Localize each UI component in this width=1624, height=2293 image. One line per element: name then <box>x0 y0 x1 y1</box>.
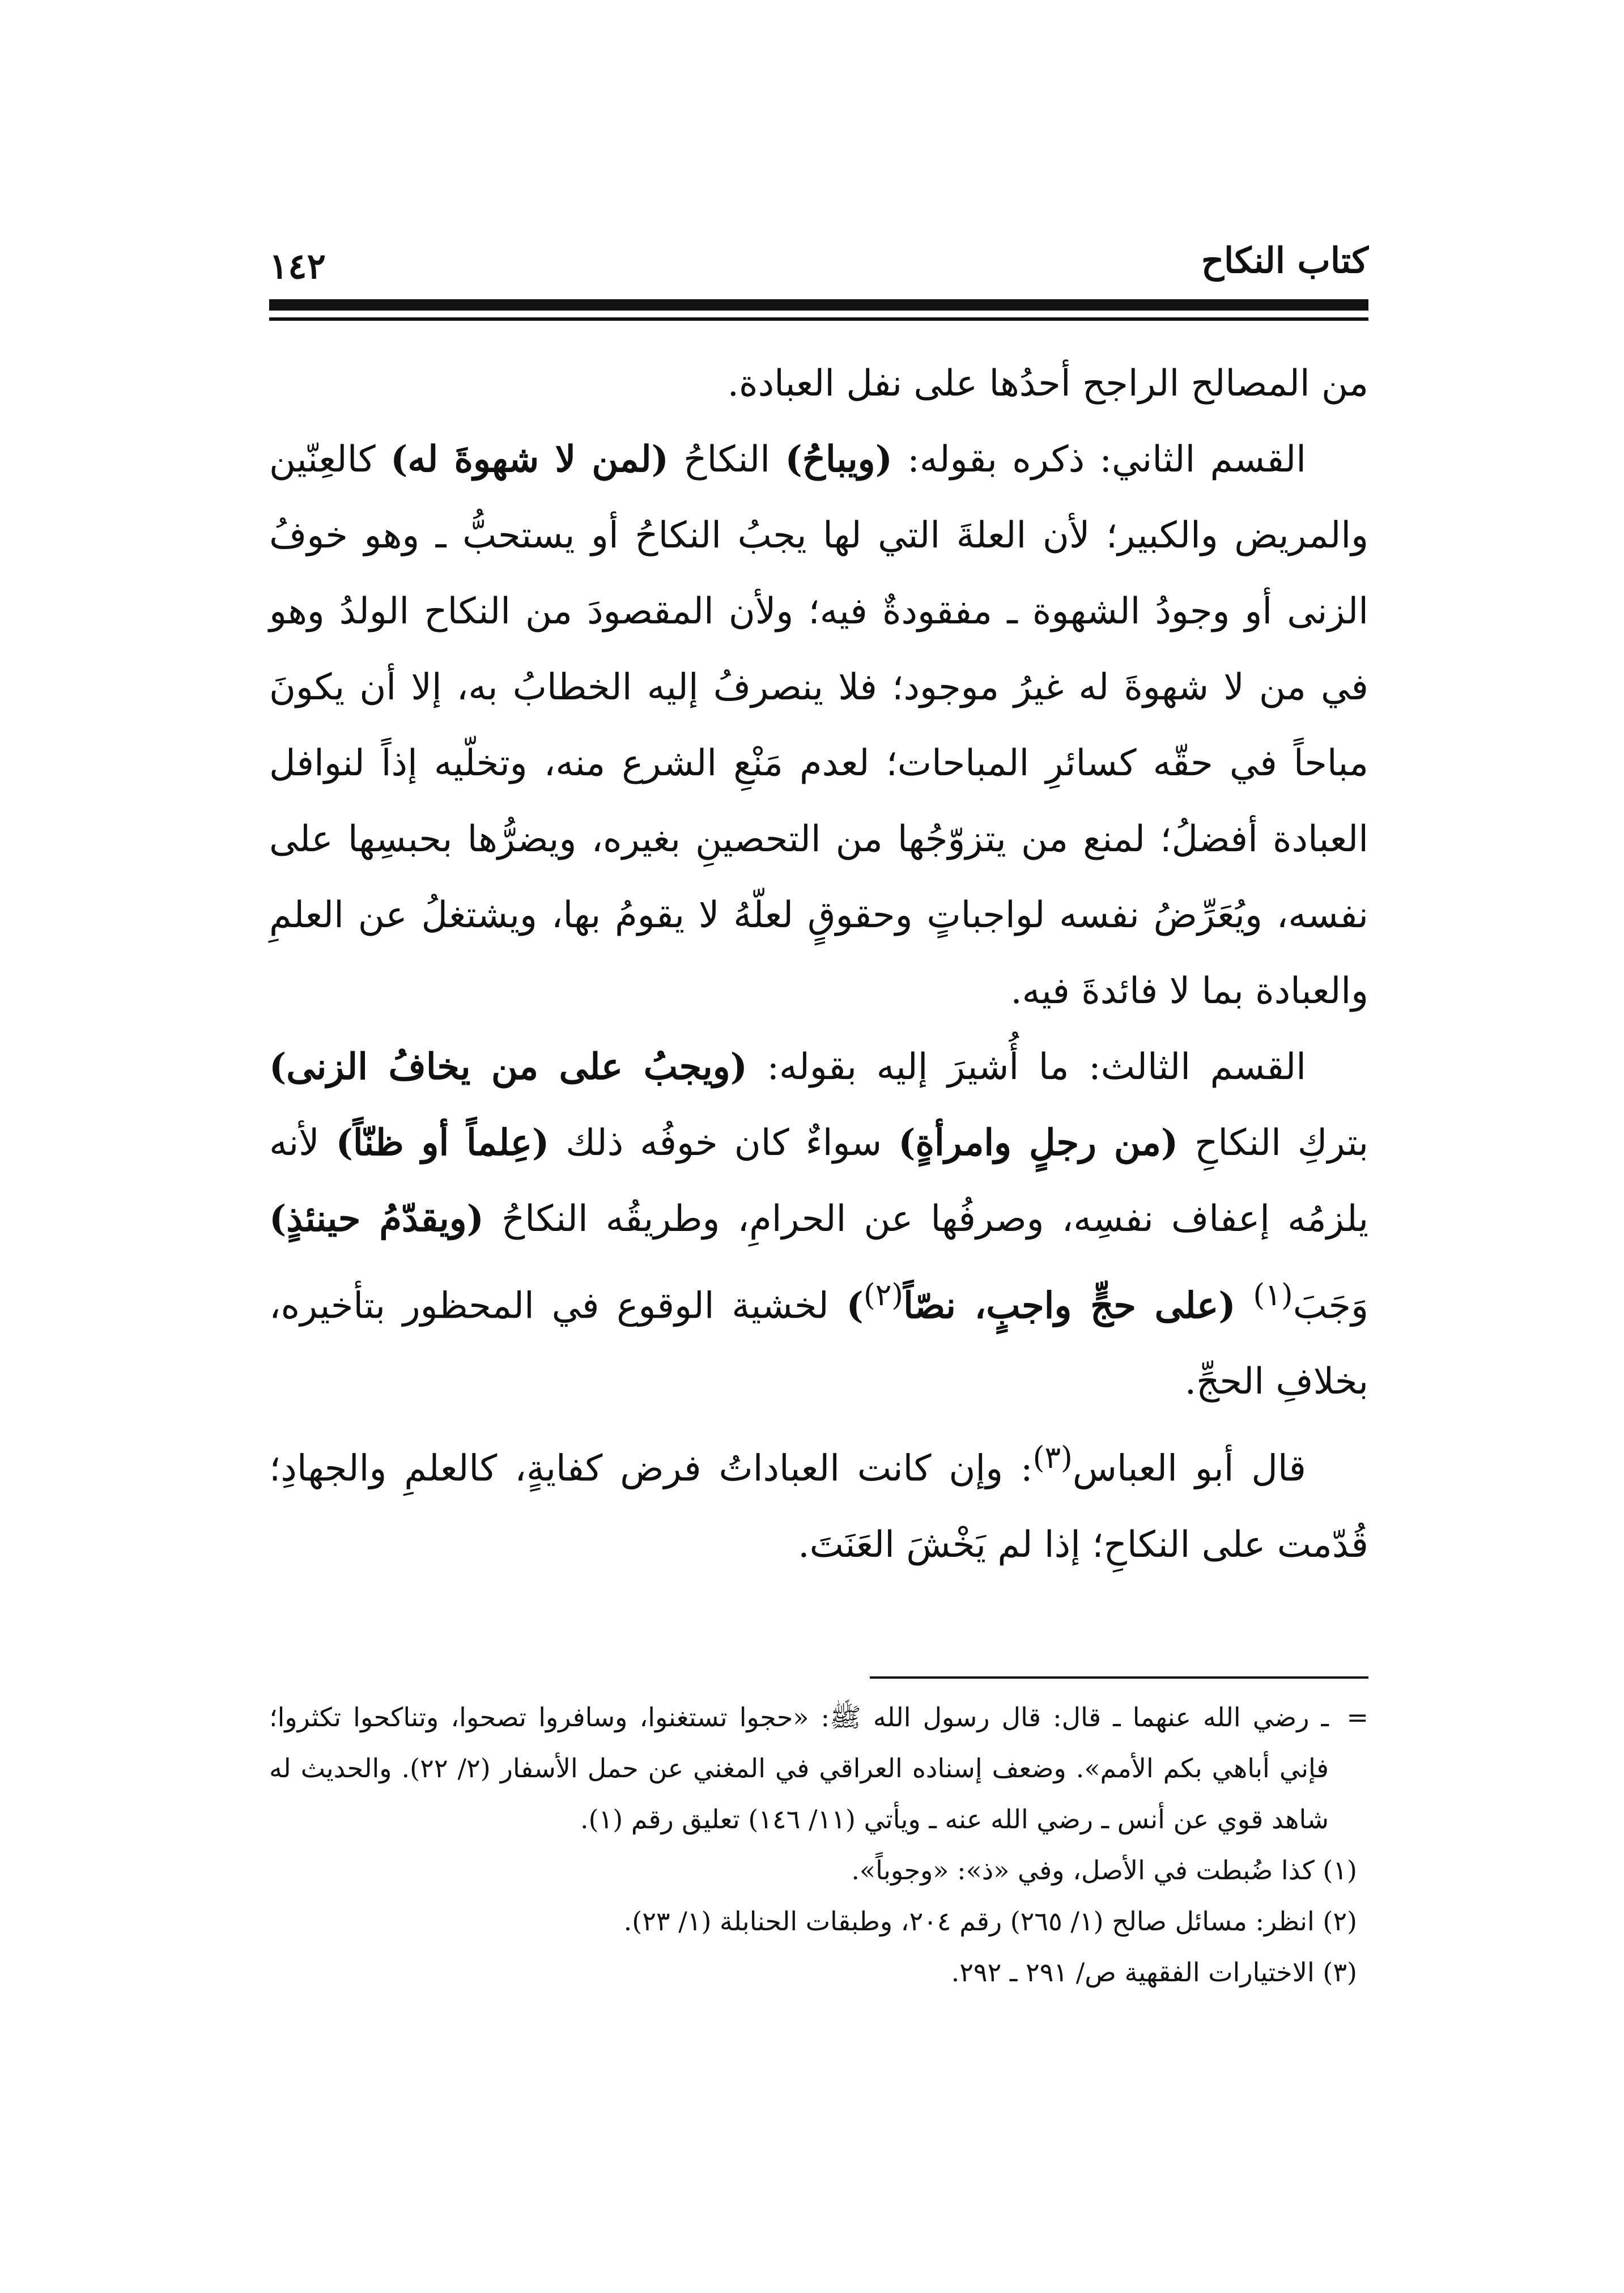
p3-text-o: لخشية الوقوع في المحظور بتأخيره، بخلافِ الحجِّ. <box>269 1285 1368 1403</box>
page-header <box>269 238 1368 289</box>
footnote-3: (٣) الاختيارات الفقهية ص/ ٢٩١ ـ ٢٩٢. <box>951 1957 1357 1988</box>
paragraph-1: من المصالح الراجح أحدُها على نفل العبادة. <box>727 363 1368 405</box>
body-text <box>269 346 1368 1583</box>
p3-matn-b: (ويجبُ على من يخافُ الزنى) <box>269 1046 747 1088</box>
p3-matn-f: (عِلماً أو ظنّاً) <box>335 1122 550 1164</box>
p3-matn-h: (ويقدّمُ حينئذٍ) <box>269 1198 484 1240</box>
p3-text-i: وَجَبَ <box>1293 1285 1369 1327</box>
header-rule-thick <box>269 299 1368 311</box>
footnote-continuation <box>269 1692 1368 1845</box>
footnotes <box>269 1692 1368 1998</box>
p2-matn-d: (لمن لا شهوةَ له) <box>390 438 669 481</box>
p3-matn-l: (على حجٍّ واجبٍ، نصّاً <box>903 1284 1236 1327</box>
paragraph-4 <box>269 1420 1368 1582</box>
p3-text-c: بتركِ النكاحِ <box>1178 1122 1369 1164</box>
p4-text-a: قال أبو العباس <box>1072 1447 1307 1490</box>
footnote-separator <box>870 1676 1368 1679</box>
footnote-2: (٢) انظر: مسائل صالح (١/ ٢٦٥) رقم ٢٠٤، وطبقات الحنابلة (١/ ٢٣). <box>623 1906 1357 1937</box>
p2-text-c: النكاحُ <box>668 439 785 481</box>
p3-matn-close: ) <box>846 1284 864 1327</box>
paragraph-2 <box>269 422 1368 1029</box>
p2-text-a: القسم الثاني: ذكره بقوله: <box>892 439 1307 481</box>
continuation-text: ـ رضي الله عنهما ـ قال: قال رسول الله ﷺ: «حجوا تستغنوا، وسافروا تصحوا، وتناكحوا تكثروا؛ فإني أباهي بكم الأمم». وضعف إسناده العراقي في المغني عن حمل الأسفار (٢/ ٢٢). والحديث له شاهد قوي عن أنس ـ رضي الله عنه ـ ويأتي (١١/ ١٤٦) تعليق رقم (١). <box>269 1702 1329 1835</box>
continuation-mark: = <box>1346 1702 1368 1733</box>
page-number: ١٤٢ <box>269 245 326 287</box>
p2-matn-b: (ويباحُ) <box>785 438 892 481</box>
footnote-ref-2: (٢) <box>863 1277 904 1313</box>
book-title: كتاب النكاح <box>1201 240 1368 281</box>
p4-text-c: : وإن كانت العباداتُ فرض كفايةٍ، كالعلمِ والجهادِ؛ قُدّمت على النكاحِ؛ إذا لم يَخْشَ العَنَتَ. <box>269 1447 1368 1566</box>
paragraph-3 <box>269 1029 1368 1420</box>
footnote-ref-1: (١) <box>1253 1277 1293 1313</box>
p3-text-g: لأنه يلزمُه إعفاف نفسِه، وصرفُها عن الحرامِ، وطريقُه النكاحُ <box>269 1122 1369 1240</box>
p3-matn-d: (من رجلٍ وامرأةٍ) <box>898 1122 1179 1164</box>
p3-space <box>1236 1285 1253 1327</box>
footnote-ref-3: (٣) <box>1032 1440 1073 1476</box>
p2-text-e: كالعِنّين والمريض والكبير؛ لأن العلةَ التي لها يجبُ النكاحُ أو يستحبُّ ـ وهو خوفُ الزنى أو وجودُ الشهوة ـ مفقودةٌ فيه؛ ولأن المقصودَ من النكاح الولدُ وهو في من لا شهوةَ له غيرُ موجود؛ فلا ينصرفُ إليه الخطابُ به، إلا أن يكونَ مباحاً في حقّه كسائرِ المباحات؛ لعدم مَنْعِ الشرع منه، وتخلّيه إذاً لنوافل العبادة أفضلُ؛ لمنع من يتزوّجُها من التحصينِ بغيره، ويضرُّها بحبسِها على نفسه، ويُعَرِّضُ نفسه لواجباتٍ وحقوقٍ لعلّهُ لا يقومُ بها، ويشتغلُ عن العلمِ والعبادة بما لا فائدةَ فيه. <box>269 439 1368 1012</box>
header-rule-thin <box>269 317 1368 321</box>
p3-text-e: سواءٌ كان خوفُه ذلك <box>549 1122 899 1164</box>
footnote-1: (١) كذا ضُبطت في الأصل، وفي «ذ»: «وجوباً». <box>851 1855 1357 1886</box>
p3-text-a: القسم الثالث: ما أُشيرَ إليه بقوله: <box>747 1046 1307 1088</box>
